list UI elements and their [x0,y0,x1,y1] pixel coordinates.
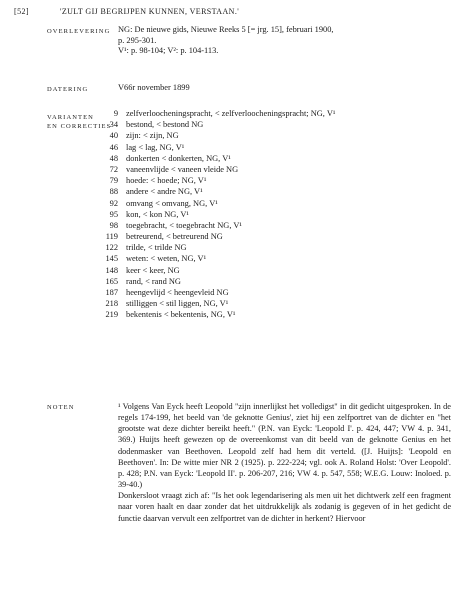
line-number: 187 [105,288,118,297]
variant-row [94,120,434,131]
variant-row [94,210,434,221]
variant-text: zijn: < zijn, NG [126,131,179,141]
line-number: 79 [109,176,118,186]
variant-row [94,254,434,265]
variant-text: weten: < weten, NG, V¹ [126,254,207,264]
line-number: 48 [109,153,118,163]
variant-row [94,310,434,321]
overlevering-block [118,25,458,57]
line-number: 95 [109,209,118,219]
line-number: 34 [109,120,118,130]
variant-row [94,221,434,232]
variant-row [94,109,434,120]
datering-block [118,83,458,94]
variant-text: kon, < kon NG, V¹ [126,209,189,219]
variant-row [94,154,434,165]
variant-text: andere < andre NG, V¹ [126,187,203,197]
section-label-datering: DATERING [47,86,89,93]
variant-row [94,266,434,277]
variant-row [94,187,434,198]
line-number: 148 [105,265,118,275]
overlevering-line: NG: De nieuwe gids, Nieuwe Reeks 5 [= jrg. 15], februari 1900, [118,25,334,34]
varianten-list [94,109,434,322]
section-label-overlevering: OVERLEVERING [47,28,111,35]
variant-row [94,176,434,187]
variant-text: bestond, < bestond NG [126,120,204,130]
variant-row [94,288,434,299]
variant-text: bekentenis < bekentenis, NG, V¹ [126,310,236,320]
line-number: 218 [105,299,118,309]
variant-text: toegebracht, < toegebracht NG, V¹ [126,220,242,230]
variant-text: betreurend, < betreurend NG [126,232,223,242]
variant-text: heengevlijd < heengevleid NG [126,288,229,297]
line-number: 88 [109,187,118,197]
note-paragraph: ¹ Volgens Van Eyck heeft Leopold "zijn innerlijkst het volledigst" in dit gedicht uitgesproken. In de regels 174-199, het beeld van 'de geknotte Genius', ziet hij een zelfportret van de dichter en "het grootste wat deze dichter bereikt heeft." (P.N. van Eyck: 'Leopold I'. p. 424, 447; VW 4. p. 341, 369.) Huijts heeft gewezen op de overeenkomst van dit beeld van de geknotte Genius en het dodenmasker van Beethoven. Leopold zelf had hem dit verteld. ([J. Huijts]: 'Leopold en Beethoven'. In: De witte mier NR 2 (1925). p. 222-224; vgl. ook A. Roland Holst: 'Over Leopold'. p. 428; P.N. van Eyck: 'Leopold II'. p. 206-207, 216; VW 4. p. 547, 558; W.E.G. Louw: Inoloed. p. 39-40.) [118,402,451,490]
page-header [14,7,239,16]
line-number: 219 [105,310,118,320]
overlevering-line: V¹: p. 98-104; V²: p. 104-113. [118,46,219,56]
variant-text: zelfverloocheningspracht, < zelfverloocheningspracht; NG, V¹ [126,109,336,118]
varianten-label-line: VARIANTEN [47,114,94,121]
variant-row [94,243,434,254]
line-number: 92 [109,198,118,208]
line-number: 98 [109,220,118,230]
datering-text: V66r november 1899 [118,83,190,92]
varianten-label-line: EN CORRECTIES [47,122,112,130]
variant-text: stilliggen < stil liggen, NG, V¹ [126,299,229,309]
variant-row [94,199,434,210]
line-number: 165 [105,276,118,286]
variant-text: trilde, < trilde NG [126,243,187,253]
variant-text: rand, < rand NG [126,276,181,286]
variant-text: omvang < omvang, NG, V¹ [126,198,218,208]
variant-text: vaneenvlijde < vaneen vleide NG [126,164,239,174]
variant-row [94,299,434,310]
variant-row [94,131,434,142]
note-paragraph: Donkersloot vraagt zich af: "Is het ook legendarisering als men uit het dichtwerk zelf een fragment naar voren haalt en daar zonder dat het uitdrukkelijk als zodanig is gegeven of in het gedicht de functie daarvan vervult een zelfportret van de dichter in herkent? Hiervoor [118,491,451,523]
page-reference: [52] [14,7,29,16]
variant-text: keer < keer, NG [126,265,180,275]
line-number: 40 [109,131,118,141]
section-label-noten: NOTEN [47,404,75,411]
variant-row [94,232,434,243]
overlevering-line: p. 295-301. [118,35,157,45]
line-number: 72 [109,164,118,174]
line-number: 9 [113,109,118,118]
line-number: 119 [105,232,118,242]
line-number: 46 [109,142,118,152]
variant-text: donkerten < donkerten, NG, V¹ [126,153,231,163]
notes-block [118,401,451,524]
variant-row [94,165,434,176]
variant-text: hoede: < hoede; NG, V¹ [126,176,207,186]
variant-row [94,143,434,154]
line-number: 145 [105,254,118,264]
line-number: 122 [105,243,118,253]
variant-text: lag < lag, NG, V¹ [126,142,185,152]
running-title: 'ZULT GIJ BEGRIJPEN KUNNEN, VERSTAAN.' [60,7,240,16]
variant-row [94,277,434,288]
